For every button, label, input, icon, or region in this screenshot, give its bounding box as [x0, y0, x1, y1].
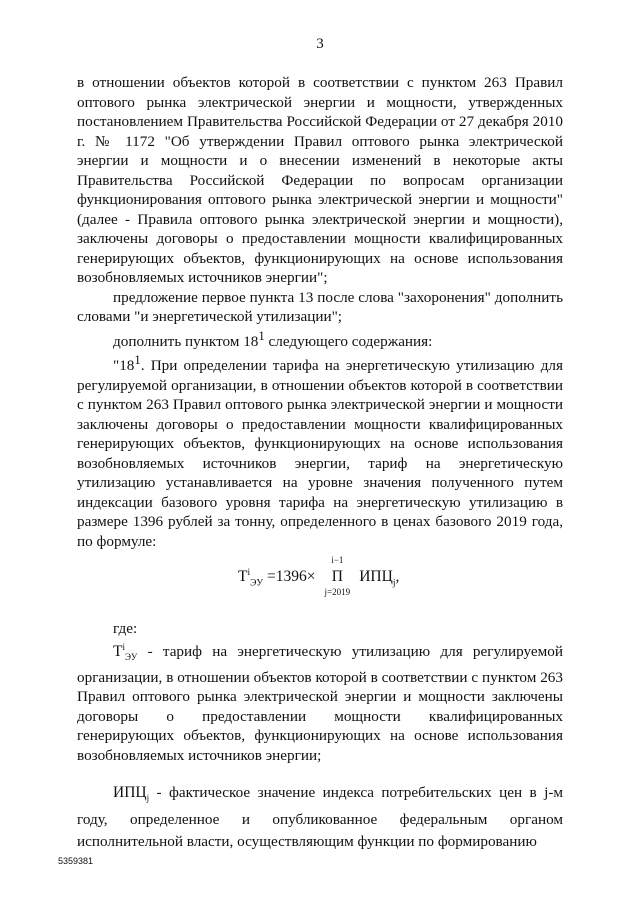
- product-lower-limit: j=2019: [324, 587, 351, 598]
- point-text: . При определении тарифа на энергетическую утилизацию для регулируемой организации, в отношении объектов которой в соответствии с пунктом 263 Правил оптового рынка электрической энергии и мощности заключены договоры о предоставлении мощности квалифицированных генерирующих объектов, функционирующих на основе использования возобновляемых источников энергии, тариф на энергетическую утилизацию устанавливается на уровне значения полученного путем индексации базового уровня тарифа на энергетическую утилизацию в размере 1396 рублей за тонну, определенного в ценах базового 2019 года, по формуле:: [77, 357, 563, 550]
- formula-factor-sub: j: [392, 578, 396, 589]
- product-symbol: Π: [331, 568, 343, 586]
- formula-lhs-sub: ЭУ: [250, 578, 264, 589]
- formula-expression: [238, 555, 400, 598]
- def1-sym: Т: [113, 643, 123, 661]
- document-code: 5359381: [58, 856, 94, 866]
- paragraph-add-point: [77, 327, 563, 352]
- def1-sup: i: [122, 642, 125, 652]
- def2-paragraph: [77, 782, 563, 853]
- definitions: [77, 638, 563, 765]
- definition-cpi: [77, 782, 563, 853]
- formula-lhs: Т: [238, 568, 248, 586]
- formula-lhs-sup: i: [247, 568, 251, 578]
- page-number: 3: [316, 36, 324, 52]
- add-point-tail: следующего содержания:: [264, 332, 433, 350]
- def2-text: - фактическое значение индекса потребительских цен в j-м году, определенное и опубликованное федеральным органом исполнительной власти, осуществляющим функции по формированию: [77, 784, 563, 851]
- def1-text: - тариф на энергетическую утилизацию для регулируемой организации, в отношении объектов которой в соответствии с пунктом 263 Правил оптового рынка электрической энергии и мощности заключены договоры о предоставлении мощности квалифицированных генерирующих объектов, функционирующих на основе использования возобновляемых источников энергии;: [77, 643, 563, 764]
- def2-sym: ИПЦ: [113, 784, 147, 801]
- formula-factor: ИПЦ: [359, 568, 393, 586]
- add-point-text: дополнить пунктом 18: [113, 332, 259, 350]
- point-number: "18: [113, 357, 135, 375]
- definition-tariff: [77, 638, 563, 765]
- def1-sub: ЭУ: [124, 652, 138, 663]
- formula-tail: ,: [395, 568, 400, 586]
- main-text: [77, 73, 563, 551]
- tariff-formula: [0, 555, 640, 608]
- where-label: где:: [113, 620, 138, 637]
- def2-symbol: [113, 784, 150, 804]
- paragraph: предложение первое пункта 13 после слова "захоронения" дополнить словами "и энергетической утилизации";: [77, 288, 563, 325]
- paragraph: в отношении объектов которой в соответствии с пунктом 263 Правил оптового рынка электрической энергии и мощности, утвержденных постановлением Правительства Российской Федерации от 27 декабря 2010 г. № 1172 "Об утверждении Правил оптового рынка электрической энергии и мощности и о внесении изменений в некоторые акты Правительства Российской Федерации по вопросам организации функционирования оптового рынка электрической энергии и мощности" (далее - Правила оптового рынка электрической энергии и мощности), заключены договоры о предоставлении мощности квалифицированных генерирующих объектов, функционирующих на основе использования возобновляемых источников энергии";: [77, 74, 563, 286]
- def1-symbol: [113, 642, 138, 663]
- add-point-sup: 1: [258, 328, 265, 343]
- product-upper-limit: i−1: [331, 555, 344, 566]
- point-sup: 1: [134, 353, 141, 368]
- formula-equals: =1396×: [266, 568, 316, 586]
- def2-sub: j: [146, 793, 150, 804]
- product-operator: [322, 555, 352, 598]
- paragraph-point-18-1: [77, 351, 563, 551]
